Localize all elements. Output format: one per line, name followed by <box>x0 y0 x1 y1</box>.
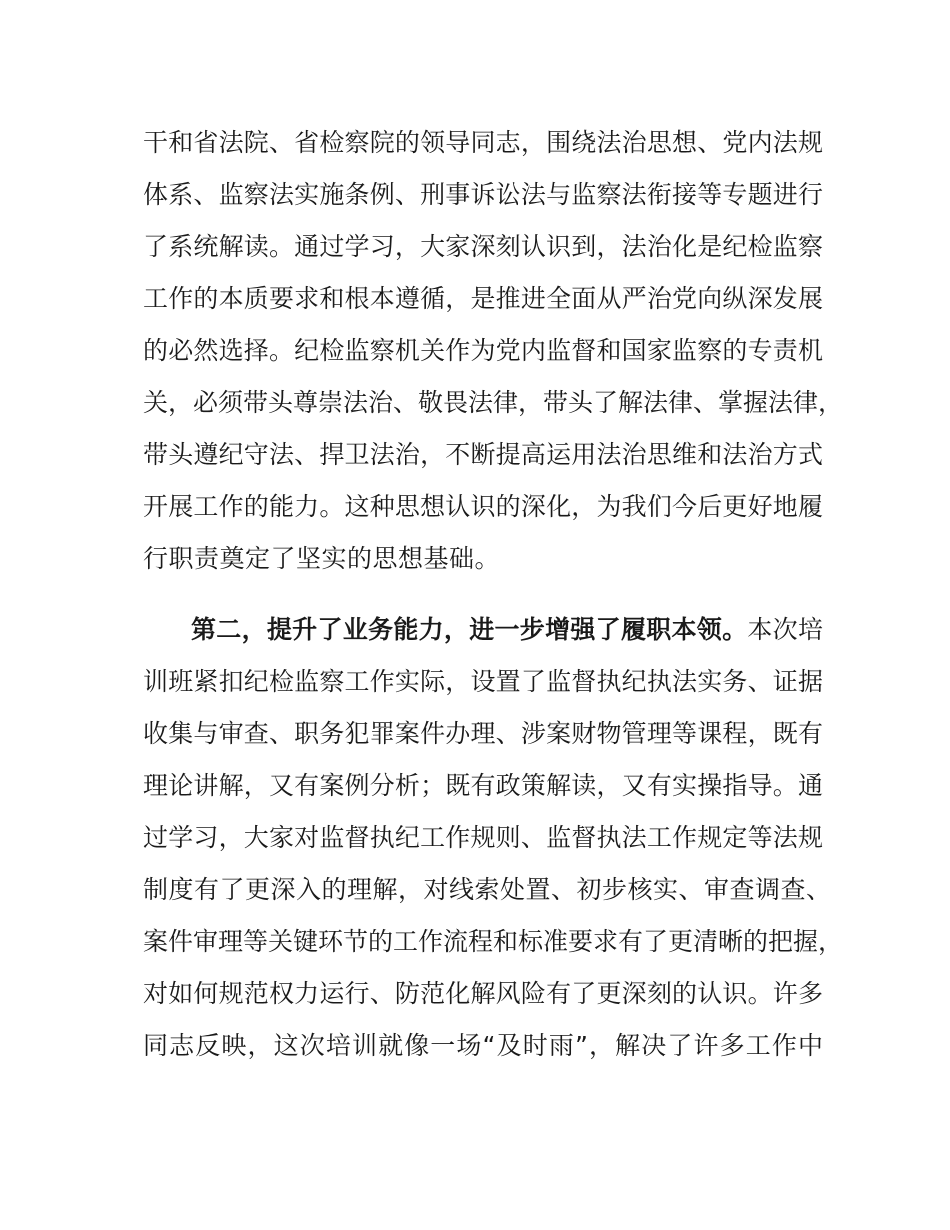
paragraph-1-line-3: 了系统解读。通过学习，大家深刻认识到，法治化是纪检监察 <box>143 232 823 261</box>
paragraph-2-line-3: 收集与审查、职务犯罪案件办理、涉案财物管理等课程，既有 <box>143 719 823 748</box>
paragraph-2-line-7: 案件审理等关键环节的工作流程和标准要求有了更清晰的把握， <box>143 927 844 956</box>
paragraph-2-heading: 第二，提升了业务能力，进一步增强了履职本领。 <box>191 615 748 644</box>
paragraph-2-line-5: 过学习，大家对监督执纪工作规则、监督执法工作规定等法规 <box>143 823 823 852</box>
paragraph-1-line-8: 开展工作的能力。这种思想认识的深化，为我们今后更好地履 <box>143 492 823 521</box>
paragraph-2-line-8: 对如何规范权力运行、防范化解风险有了更深刻的认识。许多 <box>143 979 823 1008</box>
paragraph-1-line-2: 体系、监察法实施条例、刑事诉讼法与监察法衔接等专题进行 <box>143 180 823 209</box>
paragraph-2-line-9: 同志反映，这次培训就像一场“及时雨”，解决了许多工作中 <box>143 1031 823 1060</box>
paragraph-2-first-line <box>191 615 823 645</box>
paragraph-2-line-4: 理论讲解，又有案例分析；既有政策解读，又有实操指导。通 <box>143 771 823 800</box>
paragraph-2-line-2: 训班紧扣纪检监察工作实际，设置了监督执纪执法实务、证据 <box>143 667 823 696</box>
paragraph-1-line-9: 行职责奠定了坚实的思想基础。 <box>143 544 501 573</box>
paragraph-1-line-4: 工作的本质要求和根本遵循，是推进全面从严治党向纵深发展 <box>143 284 823 313</box>
paragraph-2-line-6: 制度有了更深入的理解，对线索处置、初步核实、审查调查、 <box>143 875 832 904</box>
paragraph-1-line-1: 干和省法院、省检察院的领导同志，围绕法治思想、党内法规 <box>143 128 823 157</box>
paragraph-2-first-line-rest: 本次培 <box>747 615 823 644</box>
paragraph-1-line-6: 关，必须带头尊崇法治、敬畏法律，带头了解法律、掌握法律， <box>143 388 844 417</box>
paragraph-1-line-7: 带头遵纪守法、捍卫法治，不断提高运用法治思维和法治方式 <box>143 440 823 469</box>
paragraph-1-line-5: 的必然选择。纪检监察机关作为党内监督和国家监察的专责机 <box>143 336 823 365</box>
